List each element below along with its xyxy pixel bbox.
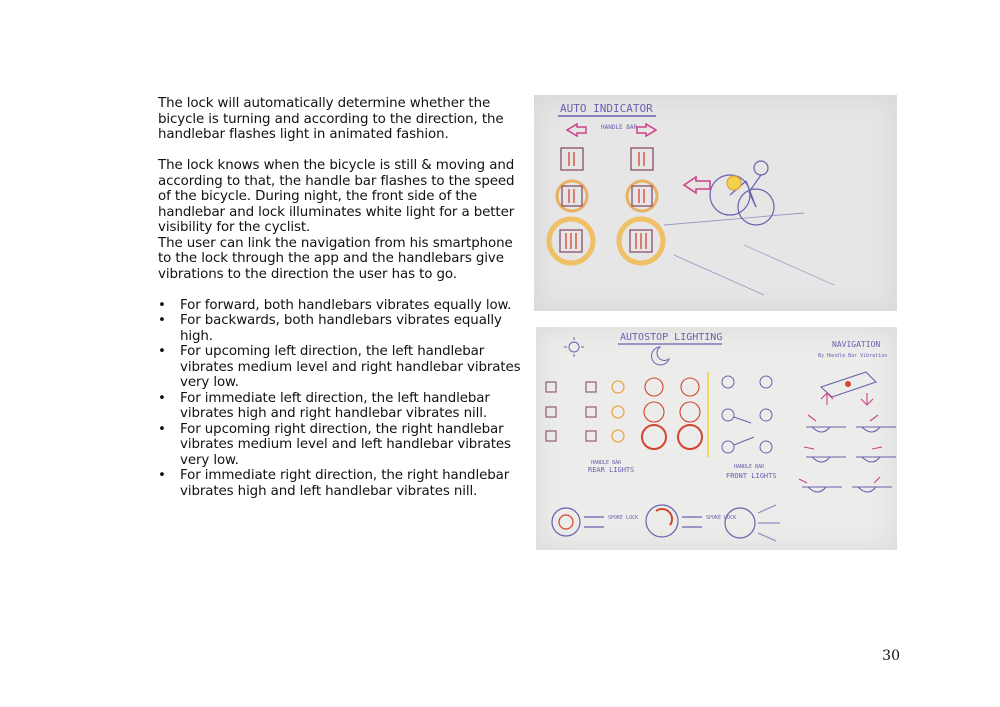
navigation-title: NAVIGATION bbox=[832, 340, 881, 349]
list-item: • For immediate left direction, the left handlebar vibrates high and right handlebar vibrates nill. bbox=[158, 391, 524, 422]
autostop-lighting-sketch bbox=[536, 327, 897, 550]
front-lights-small-label: HANDLE BAR bbox=[734, 464, 765, 470]
rear-lights-matrix bbox=[546, 372, 708, 457]
left-arrow-icon bbox=[567, 124, 586, 136]
auto-indicator-drawing bbox=[534, 95, 897, 311]
handlebar-light-frames bbox=[549, 148, 663, 263]
moon-icon bbox=[652, 347, 669, 365]
list-item: • For upcoming right direction, the right handlebar vibrates medium level and left handlebar vibrates very low. bbox=[158, 422, 524, 469]
list-item: • For backwards, both handlebars vibrates equally high. bbox=[158, 313, 524, 344]
cyclist-drawing bbox=[664, 161, 834, 295]
right-arrow-icon bbox=[637, 124, 656, 136]
autostop-lighting-title: AUTOSTOP LIGHTING bbox=[620, 332, 723, 343]
front-lights-drawing bbox=[722, 376, 772, 453]
autostop-lighting-drawing bbox=[536, 327, 897, 550]
sun-icon bbox=[564, 337, 584, 357]
list-item: • For forward, both handlebars vibrates equally low. bbox=[158, 298, 524, 314]
spoke-lock-drawings bbox=[552, 505, 780, 541]
auto-indicator-sketch bbox=[534, 95, 897, 311]
front-lights-label: FRONT LIGHTS bbox=[726, 472, 777, 480]
paragraph-speed-lighting: The lock knows when the bicycle is still & moving and according to that, the handle bar flashes to the speed of the bicycle. During night, the front side of the handlebar and lock illuminates white light for a better visibility for the cyclist. bbox=[158, 158, 515, 235]
spoke-lock-label-1: SPOKE LOCK bbox=[608, 515, 639, 521]
navigation-handlebars bbox=[799, 372, 896, 492]
rear-lights-small-label: HANDLE BAR bbox=[591, 460, 622, 466]
paragraph-navigation: The user can link the navigation from his smartphone to the lock through the app and the handlebars give vibrations to the direction the user has to go. bbox=[158, 235, 513, 282]
list-item: • For immediate right direction, the right handlebar vibrates high and left handlebar vibrates nill. bbox=[158, 468, 524, 499]
auto-indicator-title: AUTO INDICATOR bbox=[560, 102, 653, 115]
body-text-column bbox=[158, 96, 524, 499]
spoke-lock-label-2: SPOKE LOCK bbox=[706, 515, 737, 521]
handle-bar-label: HANDLE BAR bbox=[601, 124, 638, 131]
page-number: 30 bbox=[882, 648, 900, 664]
list-item: • For upcoming left direction, the left handlebar vibrates medium level and right handlebar vibrates very low. bbox=[158, 344, 524, 391]
vibration-rules-list bbox=[158, 298, 524, 500]
navigation-subtitle: By Handle Bar Vibration bbox=[818, 353, 888, 359]
rear-lights-label: REAR LIGHTS bbox=[588, 466, 635, 474]
paragraph-auto-direction: The lock will automatically determine whether the bicycle is turning and according to the direction, the handlebar flashes light in animated fashion. bbox=[158, 96, 504, 142]
